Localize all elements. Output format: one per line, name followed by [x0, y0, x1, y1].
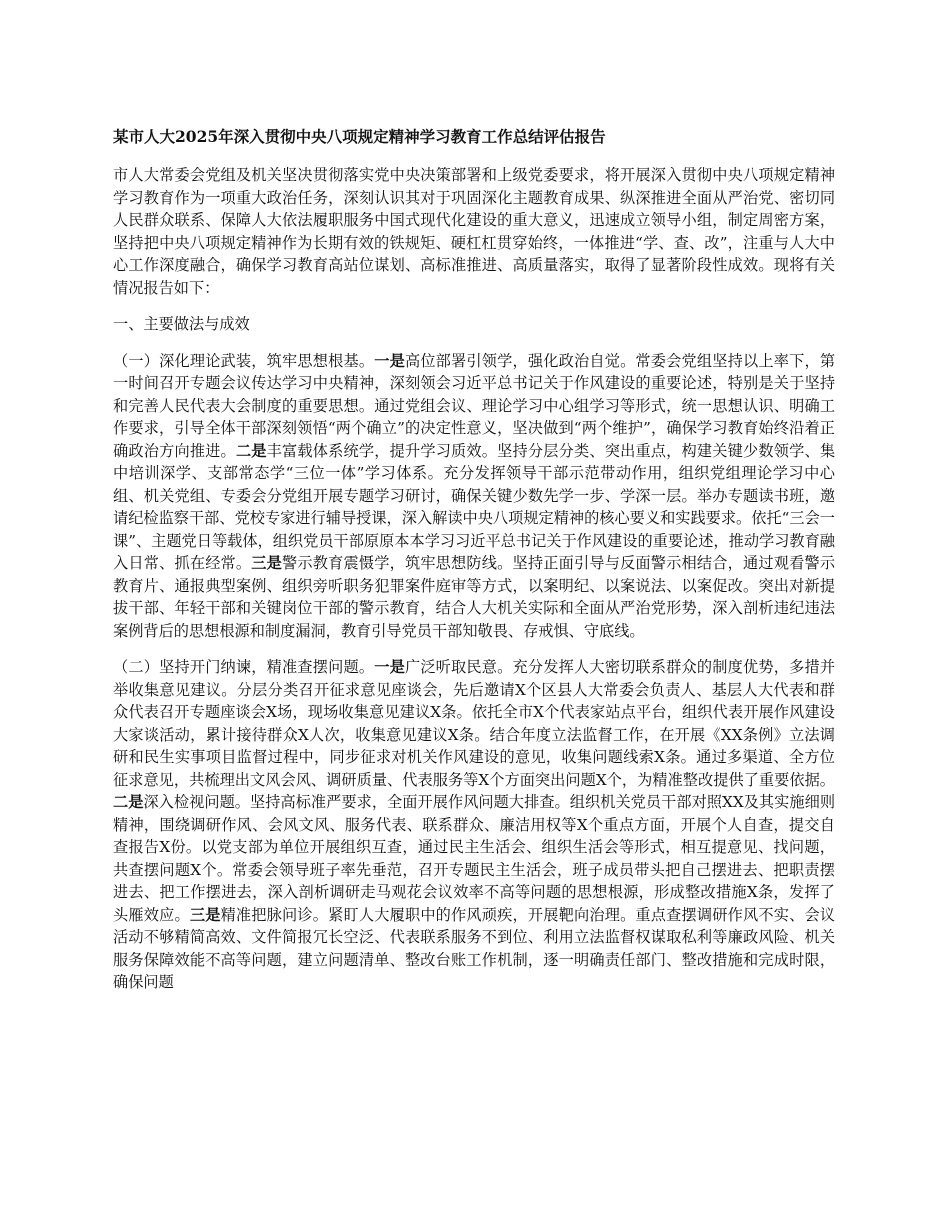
subsection-2-text-1: 广泛听取民意。充分发挥人大密切联系群众的制度优势，多措并举收集意见建议。分层分类召开征求意见座谈会，先后邀请X个区县人大常委会负责人、基层人大代表和群众代表召开专题座谈会X场，现场收集意见建议X条。依托全市X个代表家站点平台，组织代表开展作风建设大家谈活动，累计接待群众X人次，收集意见建议X条。结合年度立法监督工作，在开展《XX条例》立法调研和民生实事项目监督过程中，同步征求对机关作风建设的意见，收集问题线索X条。通过多渠道、全方位征求意见，共梳理出文风会风、调研质量、代表服务等X个方面突出问题X个，为精准整改提供了重要依据。 [113, 658, 836, 789]
document-title: 某市人大2025年深入贯彻中央八项规定精神学习教育工作总结评估报告 [113, 127, 606, 146]
document-page [113, 126, 835, 1008]
subsection-1-marker-3: 三是 [251, 554, 283, 572]
subsection-2-lead: （二）坚持开门纳谏，精准查摆问题。 [113, 658, 375, 676]
subsection-1-text-1: 高位部署引领学，强化政治自觉。常委会党组坚持以上率下，第一时间召开专题会议传达学习中央精神，深刻领会习近平总书记关于作风建设的重要论述，特别是关于坚持和完善人民代表大会制度的重要思想。通过党组会议、理论学习中心组学习等形式，统一思想认识、明确工作要求，引导全体干部深刻领悟“两个确立”的决定性意义，坚决做到“两个维护”，确保学习教育始终沿着正确政治方向推进。 [113, 351, 836, 460]
subsection-1-text-2: 丰富载体系统学，提升学习质效。坚持分层分类、突出重点，构建关键少数领学、集中培训深学、支部常态学“三位一体”学习体系。充分发挥领导干部示范带动作用，组织党组理论学习中心组、机关党组、专委会分党组开展专题学习研讨，确保关键少数先学一步、学深一层。举办专题读书班，邀请纪检监察干部、党校专家进行辅导授课，深入解读中央八项规定精神的核心要义和实践要求。依托“三会一课”、主题党日等载体，组织党员干部原原本本学习习近平总书记关于作风建设的重要论述，推动学习教育融入日常、抓在经常。 [113, 441, 836, 572]
subsection-2-text-2: 深入检视问题。坚持高标准严要求，全面开展作风问题大排查。组织机关党员干部对照XX及其实施细则精神，围绕调研作风、会风文风、服务代表、联系群众、廉洁用权等X个重点方面，开展个人自查，提交自查报告X份。以党支部为单位开展组织互查，通过民主生活会、组织生活会等形式，相互提意见、找问题，共查摆问题X个。常委会领导班子率先垂范，召开专题民主生活会，班子成员带头把自己摆进去、把职责摆进去、把工作摆进去，深入剖析调研走马观花会议效率不高等问题的思想根源，形成整改措施X条，发挥了头雁效应。 [113, 793, 836, 924]
subsection-1-lead: （一）深化理论武装，筑牢思想根基。 [113, 351, 375, 370]
subsection-2-marker-3: 三是 [189, 905, 221, 924]
subsection-2-marker-1: 一是 [374, 658, 405, 676]
subsection-1-paragraph [113, 350, 835, 643]
intro-paragraph: 市人大常委会党组及机关坚决贯彻落实党中央决策部署和上级党委要求，将开展深入贯彻中央八项规定精神学习教育作为一项重大政治任务，深刻认识其对于巩固深化主题教育成果、纵深推进全面从严治党、密切同人民群众联系、保障人大依法履职服务中国式现代化建设的重大意义，迅速成立领导小组，制定周密方案，坚持把中央八项规定精神作为长期有效的铁规矩、硬杠杠贯穿始终，一体推进“学、查、改”，注重与人大中心工作深度融合，确保学习教育高站位谋划、高标准推进、高质量落实，取得了显著阶段性成效。现将有关情况报告如下： [113, 166, 835, 297]
subsection-1-text-3: 警示教育震慑学，筑牢思想防线。坚持正面引导与反面警示相结合，通过观看警示教育片、通报典型案例、组织旁听职务犯罪案件庭审等方式，以案明纪、以案说法、以案促改。突出对新提拔干部、年轻干部和关键岗位干部的警示教育，结合人大机关实际和全面从严治党形势，深入剖析违纪违法案例背后的思想根源和制度漏洞，教育引导党员干部知敬畏、存戒惧、守底线。 [113, 554, 836, 640]
subsection-2-marker-2: 二是 [113, 793, 144, 811]
subsection-1-marker-2: 二是 [235, 441, 267, 460]
subsection-2-text-3: 精准把脉问诊。紧盯人大履职中的作风顽疾，开展靶向治理。重点查摆调研作风不实、会议活动不够精简高效、文件简报冗长空泛、代表联系服务不到位、利用立法监督权谋取私利等廉政风险、机关服务保障效能不高等问题，建立问题清单、整改台账工作机制，逐一明确责任部门、整改措施和完成时限，确保问题 [113, 905, 836, 991]
subsection-2-paragraph [113, 656, 835, 994]
subsection-1-marker-1: 一是 [374, 351, 405, 370]
section-heading-main-practices: 一、主要做法与成效 [113, 315, 250, 333]
